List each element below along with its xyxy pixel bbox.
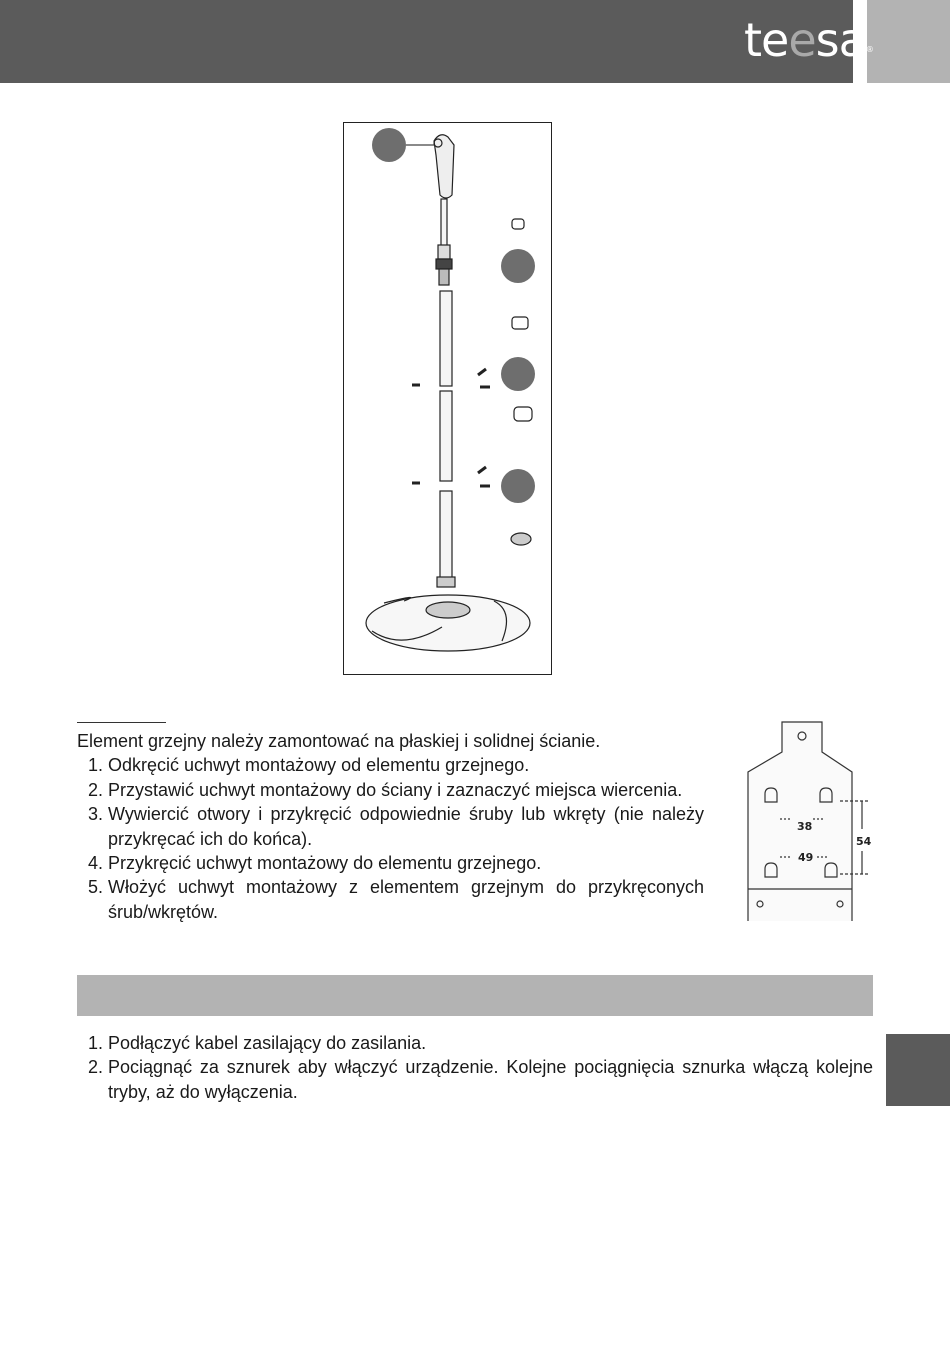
installation-steps (77, 753, 704, 924)
intro-text: Element grzejny należy zamontować na płaskiej i solidnej ścianie. (77, 731, 601, 751)
step-text: Podłączyć kabel zasilający do zasilania. (108, 1033, 427, 1053)
installation-text (77, 729, 704, 924)
dimension-54: 54 (856, 835, 872, 848)
assembly-drawing (344, 123, 553, 676)
step-text: Przykręcić uchwyt montażowy do elementu grzejnego. (108, 853, 542, 874)
assembly-figure (343, 122, 552, 675)
step-text: Odkręcić uchwyt montażowy od elementu grzejnego. (108, 755, 530, 776)
step-number: 2. (87, 779, 103, 800)
step-text: Włożyć uchwyt montażowy z elementem grzejnym do przykręconych śrub/wkrętów. (108, 877, 704, 922)
list-item (77, 778, 704, 802)
logo-registered-mark: ® (865, 45, 873, 54)
logo-part-1: te (744, 13, 789, 67)
list-item (77, 875, 704, 924)
step-text: Przystawić uchwyt montażowy do ściany i zaznaczyć miejsca wiercenia. (108, 779, 683, 800)
dimension-38: 38 (797, 820, 813, 833)
mounting-bracket-drawing (745, 719, 875, 921)
logo-part-3: sa (815, 13, 866, 67)
dimension-49: 49 (798, 851, 814, 864)
section-header-bar (77, 975, 873, 1016)
operation-steps (77, 1031, 873, 1104)
section-divider (77, 722, 166, 723)
teesa-logo (744, 10, 873, 70)
step-number: 5. (87, 877, 103, 898)
list-item (77, 802, 704, 851)
list-item (77, 1031, 873, 1055)
list-item (77, 1055, 873, 1104)
operation-text (77, 1031, 873, 1104)
list-item (77, 851, 704, 875)
step-number: 2. (87, 1057, 103, 1078)
header-bar (0, 0, 853, 83)
step-text: Pociągnąć za sznurek aby włączyć urządzenie. Kolejne pociągnięcia sznurka włączą kolejne tryby, aż do wyłączenia. (108, 1057, 873, 1102)
logo-part-2: e (788, 13, 816, 67)
step-number: 3. (87, 804, 103, 825)
side-page-tab (886, 1034, 950, 1106)
header-tab (867, 0, 950, 83)
step-text: Wywiercić otwory i przykręcić odpowiednie śruby lub wkręty (nie należy przykręcać ich do końca). (108, 804, 704, 849)
step-number: 1. (87, 1033, 103, 1053)
step-number: 4. (87, 853, 103, 874)
list-item (77, 753, 704, 777)
step-number: 1. (87, 755, 103, 776)
